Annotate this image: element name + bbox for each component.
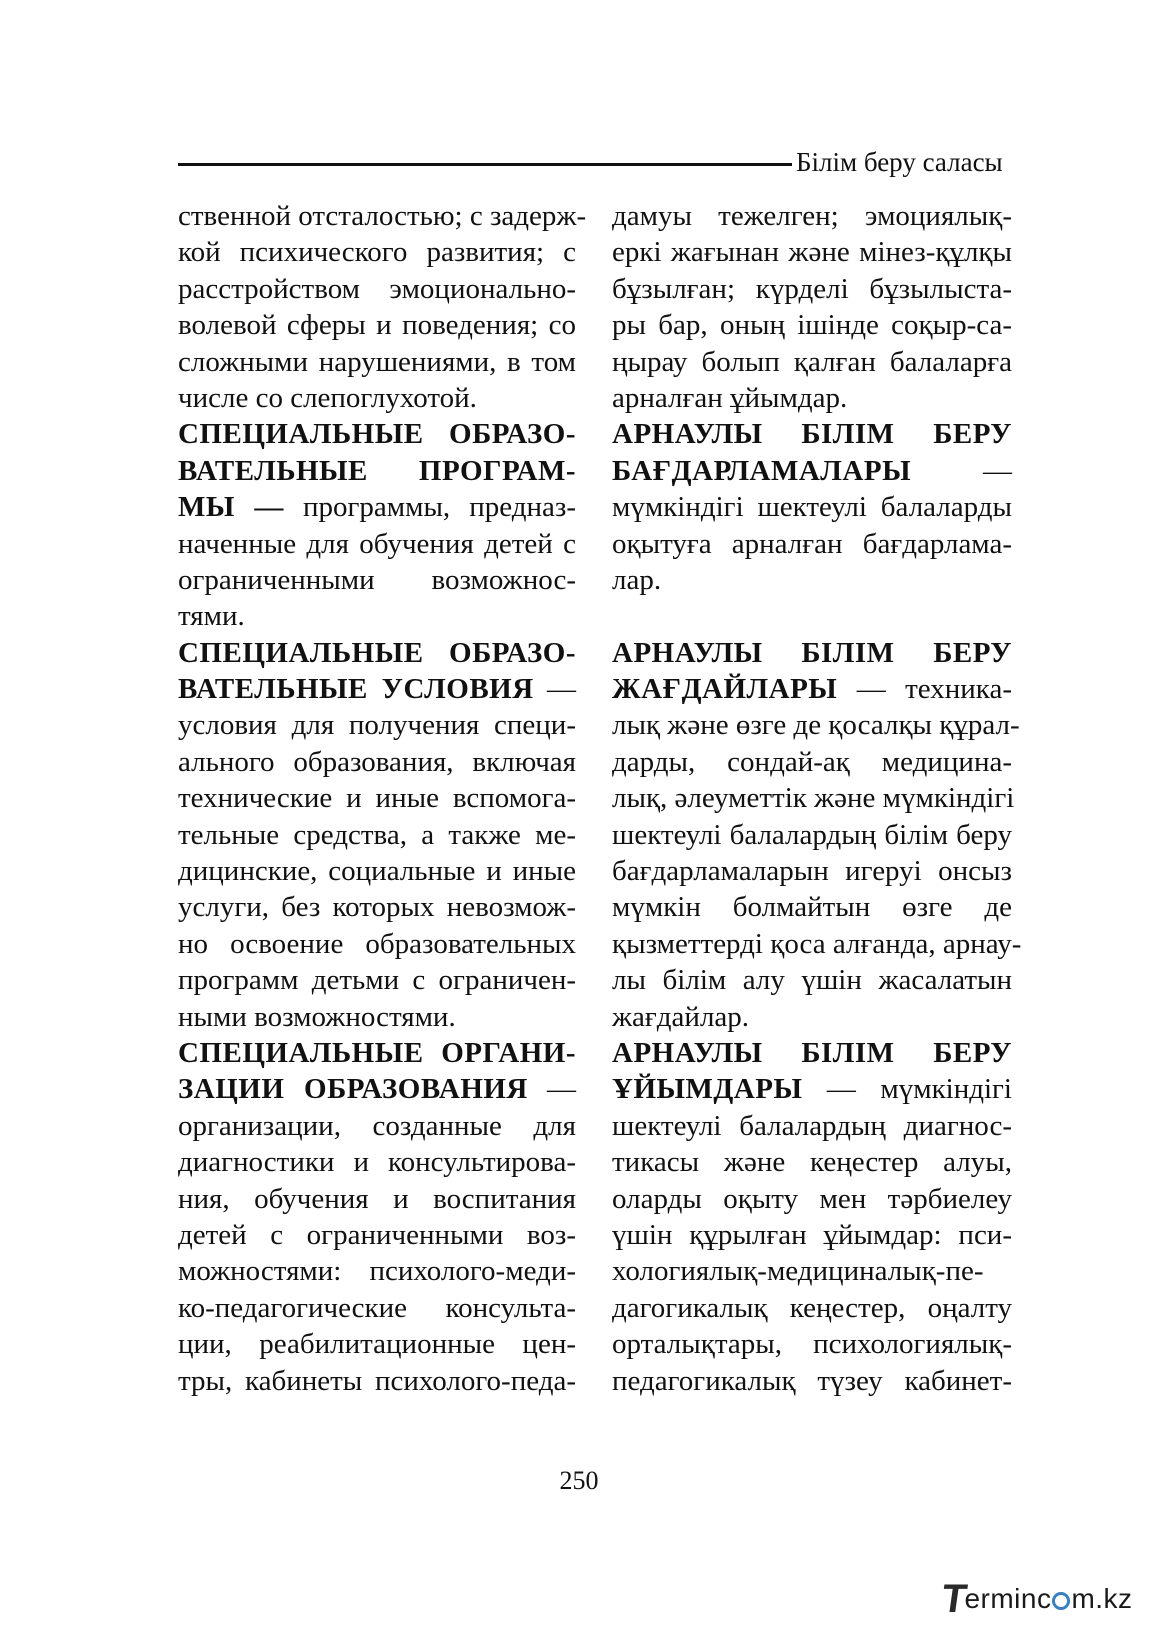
line-text: ограниченными возможнос-	[178, 563, 576, 596]
text-line	[612, 526, 1012, 562]
line-text: оқытуға арналған бағдарлама-	[612, 527, 1012, 560]
line-text: арналған ұйымдар.	[612, 381, 848, 414]
text-line	[612, 1181, 1012, 1217]
text-line	[612, 489, 1012, 525]
line-text: хологиялық-медициналық-пе-	[612, 1255, 984, 1288]
text-line	[178, 598, 576, 634]
term-heading: ВАТЕЛЬНЫЕ ПРОГРАМ-	[178, 454, 576, 487]
text-line	[178, 1217, 576, 1253]
line-text: жағдайлар.	[612, 1000, 750, 1033]
line-text: наченные для обучения детей с	[178, 527, 576, 560]
line-text: организации, созданные для	[178, 1109, 576, 1142]
text-line	[612, 1253, 1012, 1289]
text-line	[178, 307, 576, 343]
line-text: ко-педагогические консульта-	[178, 1291, 576, 1324]
header-rule	[178, 163, 792, 166]
text-line	[612, 307, 1012, 343]
text-line	[612, 1071, 1012, 1107]
line-text: диагностики и консультирова-	[178, 1146, 576, 1179]
term-heading: БАҒДАРЛАМАЛАРЫ	[612, 454, 912, 487]
term-heading: ЖАҒДАЙЛАРЫ	[612, 673, 838, 706]
text-line	[178, 234, 576, 270]
right-column	[612, 198, 1022, 1399]
text-line	[178, 1181, 576, 1217]
line-text: числе со слепоглухотой.	[178, 381, 477, 414]
line-text: тры, кабинеты психолого-педа-	[178, 1364, 576, 1397]
term-heading: ЗАЦИИ ОБРАЗОВАНИЯ	[178, 1073, 528, 1106]
text-line	[178, 1326, 576, 1362]
text-line	[612, 999, 1012, 1035]
line-text: оларды оқыту мен тәрбиелеу	[612, 1182, 1012, 1215]
text-line	[178, 817, 576, 853]
line-text: шектеулі балалардың диагнос-	[612, 1109, 1012, 1142]
line-text: үшін құрылған ұйымдар: пси-	[612, 1218, 1012, 1251]
text-line	[178, 889, 576, 925]
term-heading: ВАТЕЛЬНЫЕ УСЛОВИЯ	[178, 673, 534, 706]
line-text: можностями: психолого-меди-	[178, 1255, 576, 1288]
text-line	[178, 999, 576, 1035]
watermark-text-part2: m.kz	[1071, 1583, 1133, 1614]
line-text: ры бар, оның ішінде соқыр-са-	[612, 309, 1012, 342]
line-text: дарды, сондай-ақ медицина-	[612, 745, 1012, 778]
line-text: мүмкін болмайтын өзге де	[612, 891, 1012, 924]
line-text: — мүмкіндігі	[802, 1073, 1012, 1106]
watermark-t-letter: T	[938, 1577, 970, 1621]
line-text: ңырау болып қалған балаларға	[612, 345, 1012, 378]
line-text: лар.	[612, 563, 662, 596]
page-number: 250	[559, 1466, 599, 1495]
text-line	[612, 562, 1012, 598]
line-text: ния, обучения и воспитания	[178, 1182, 576, 1215]
line-text: дагогикалық кеңестер, оңалту	[612, 1291, 1012, 1324]
text-line	[612, 671, 1012, 707]
text-line	[612, 744, 1012, 780]
line-text: —	[527, 1073, 576, 1106]
line-text: дицинские, социальные и иные	[178, 855, 576, 888]
line-text: ции, реабилитационные цен-	[178, 1328, 576, 1361]
line-text: орталықтары, психологиялық-	[612, 1328, 1012, 1361]
left-column	[178, 198, 587, 1399]
line-text: условия для получения специ-	[178, 709, 576, 742]
text-line	[178, 1290, 576, 1326]
line-text: дамуы тежелген; эмоциялық-	[612, 200, 1012, 232]
text-line	[612, 889, 1012, 925]
text-line	[178, 380, 576, 416]
text-line	[612, 1363, 1012, 1399]
text-line	[178, 707, 576, 743]
line-text: программ детьми с ограничен-	[178, 964, 576, 997]
text-line	[612, 1144, 1012, 1180]
text-line	[178, 1071, 576, 1107]
term-heading: СПЕЦИАЛЬНЫЕ ОРГАНИ-	[178, 1036, 576, 1069]
term-heading: АРНАУЛЫ БІЛІМ БЕРУ	[612, 636, 1012, 669]
line-text: —	[911, 454, 1012, 487]
text-line	[178, 198, 587, 234]
text-line	[178, 780, 576, 816]
line-text: ального образования, включая	[178, 745, 576, 778]
line-text: лық және өзге де қосалқы құрал-	[612, 709, 1020, 742]
text-line	[178, 853, 576, 889]
text-line	[178, 453, 576, 489]
text-line	[178, 344, 576, 380]
text-line	[612, 234, 1012, 270]
line-text: расстройством эмоционально-	[178, 272, 576, 305]
line-text: тикасы және кеңестер алуы,	[612, 1146, 1012, 1179]
term-heading: СПЕЦИАЛЬНЫЕ ОБРАЗО-	[178, 636, 576, 669]
text-line	[612, 344, 1012, 380]
line-text: программы, предназ-	[283, 491, 576, 524]
text-line	[178, 1035, 576, 1071]
line-text: технические и иные вспомога-	[178, 782, 576, 815]
line-text: —	[533, 673, 576, 706]
line-text: бұзылған; күрделі бұзылыста-	[612, 272, 1012, 305]
term-heading: ҰЙЫМДАРЫ	[612, 1073, 803, 1106]
term-heading: АРНАУЛЫ БІЛІМ БЕРУ	[612, 418, 1012, 451]
line-text: ными возможностями.	[178, 1000, 456, 1033]
line-text: сложными нарушениями, в том	[178, 345, 576, 378]
text-line	[178, 416, 576, 452]
line-text: педагогикалық түзеу кабинет-	[612, 1364, 1012, 1397]
line-text: ственной отсталостью; с задерж-	[178, 200, 587, 232]
text-line	[612, 635, 1012, 671]
text-line	[612, 962, 1012, 998]
text-line	[612, 707, 1020, 743]
text-line	[178, 1253, 576, 1289]
watermark-text-part1: erminc	[964, 1583, 1052, 1614]
line-text: шектеулі балалардың білім беру	[612, 818, 1012, 851]
watermark-o-ring-icon	[1052, 1592, 1070, 1610]
term-heading: МЫ —	[178, 491, 284, 524]
text-line	[178, 489, 576, 525]
line-text: мүмкіндігі шектеулі балаларды	[612, 491, 1012, 524]
text-line	[612, 1217, 1012, 1253]
line-text: лы білім алу үшін жасалатын	[612, 964, 1012, 997]
text-line	[612, 1290, 1012, 1326]
text-line	[612, 1108, 1012, 1144]
text-line	[612, 1035, 1012, 1071]
text-line	[612, 926, 1022, 962]
term-heading: СПЕЦИАЛЬНЫЕ ОБРАЗО-	[178, 418, 576, 451]
line-text: волевой сферы и поведения; со	[178, 309, 576, 342]
text-line	[612, 380, 1012, 416]
text-line	[178, 744, 576, 780]
text-line	[612, 453, 1012, 489]
termincom-watermark-logo	[938, 1577, 1133, 1621]
line-text: бағдарламаларын игеруі онсыз	[612, 855, 1012, 888]
text-line	[178, 962, 576, 998]
line-text: услуги, без которых невозмож-	[178, 891, 576, 924]
text-line	[178, 1144, 576, 1180]
line-text: кой психического развития; с	[178, 236, 576, 269]
text-line	[178, 526, 576, 562]
text-line	[612, 416, 1012, 452]
text-line	[178, 1108, 576, 1144]
text-line	[178, 671, 576, 707]
text-line	[178, 926, 576, 962]
line-text: тельные средства, а также ме-	[178, 818, 576, 851]
text-line	[612, 853, 1012, 889]
term-heading: АРНАУЛЫ БІЛІМ БЕРУ	[612, 1036, 1012, 1069]
text-line	[612, 271, 1012, 307]
text-line	[612, 198, 1012, 234]
line-text: но освоение образовательных	[178, 927, 576, 960]
text-line	[612, 780, 1015, 816]
running-head: Білім беру саласы	[796, 147, 1003, 177]
line-text: қызметтерді қоса алғанда, арнау-	[612, 927, 1022, 960]
paragraph-gap	[612, 598, 1012, 634]
text-line	[178, 562, 576, 598]
line-text: — техника-	[837, 673, 1012, 706]
text-line	[612, 817, 1012, 853]
text-line	[612, 1326, 1012, 1362]
line-text: тями.	[178, 600, 245, 633]
text-line	[178, 635, 576, 671]
text-line	[178, 271, 576, 307]
line-text: еркі жағынан және мінез-құлқы	[612, 236, 1012, 269]
text-line	[178, 1363, 576, 1399]
line-text: лық, әлеуметтік және мүмкіндігі	[612, 782, 1015, 815]
line-text: детей с ограниченными воз-	[178, 1218, 576, 1251]
